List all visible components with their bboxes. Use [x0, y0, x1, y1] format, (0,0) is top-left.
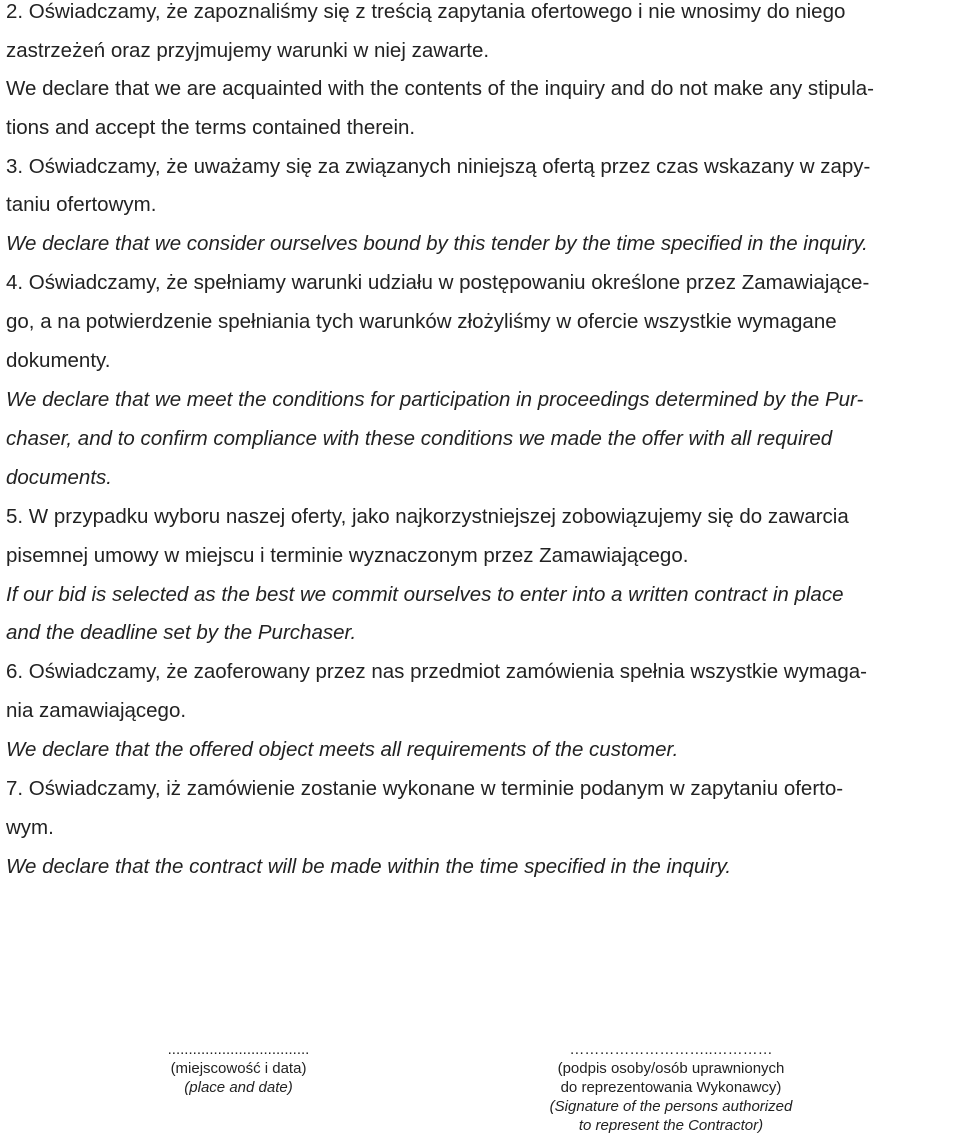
text-line: taniu ofertowym.	[6, 193, 157, 216]
text-line: 7. Oświadczamy, iż zamówienie zostanie wykonane w terminie podanym w zapytaniu oferto-	[6, 777, 844, 800]
text-line-english: We declare that we consider ourselves bound by this tender by the time specified in the inquiry.	[6, 232, 868, 255]
contractor-signature-block	[516, 1040, 826, 1135]
place-date-label-english: (place and date)	[184, 1079, 293, 1096]
place-date-signature-block	[136, 1040, 341, 1097]
contractor-signature-label-english: to represent the Contractor)	[578, 1117, 764, 1134]
text-line: nia zamawiającego.	[6, 699, 187, 722]
text-line: 5. W przypadku wyboru naszej oferty, jako najkorzystniejszej zobowiązujemy się do zawarcia	[6, 505, 849, 528]
text-line: 6. Oświadczamy, że zaoferowany przez nas przedmiot zamówienia spełnia wszystkie wymaga-	[6, 660, 867, 683]
signature-dots: ………………………..…………	[569, 1041, 773, 1058]
text-line-english: We declare that the offered object meets all requirements of the customer.	[6, 738, 679, 761]
text-line-english: We declare that we meet the conditions for participation in proceedings determined by the Pur-	[6, 388, 864, 411]
text-line: pisemnej umowy w miejscu i terminie wyznaczonym przez Zamawiającego.	[6, 544, 689, 567]
text-line-english: and the deadline set by the Purchaser.	[6, 621, 357, 644]
text-line: We declare that we are acquainted with the contents of the inquiry and do not make any stipula-	[6, 77, 874, 100]
contractor-signature-label: (podpis osoby/osób uprawnionych	[557, 1060, 785, 1077]
text-line: zastrzeżeń oraz przyjmujemy warunki w niej zawarte.	[6, 39, 490, 62]
contractor-signature-label-english: (Signature of the persons authorized	[549, 1098, 793, 1115]
contractor-signature-label: do reprezentowania Wykonawcy)	[560, 1079, 782, 1096]
place-date-label: (miejscowość i data)	[170, 1060, 307, 1077]
text-line: 3. Oświadczamy, że uważamy się za związanych niniejszą ofertą przez czas wskazany w zapy-	[6, 155, 871, 178]
text-line: wym.	[6, 816, 54, 839]
text-line-english: chaser, and to confirm compliance with these conditions we made the offer with all required	[6, 427, 833, 450]
text-line: 4. Oświadczamy, że spełniamy warunki udziału w postępowaniu określone przez Zamawiające-	[6, 271, 870, 294]
text-line: tions and accept the terms contained therein.	[6, 116, 416, 139]
text-line-english: documents.	[6, 466, 112, 489]
text-line: 2. Oświadczamy, że zapoznaliśmy się z treścią zapytania ofertowego i nie wnosimy do niego	[6, 0, 846, 23]
text-line: go, a na potwierdzenie spełniania tych warunków złożyliśmy w ofercie wszystkie wymagane	[6, 310, 837, 333]
text-line: dokumenty.	[6, 349, 111, 372]
text-line-english: We declare that the contract will be made within the time specified in the inquiry.	[6, 855, 732, 878]
text-line-english: If our bid is selected as the best we commit ourselves to enter into a written contract in place	[6, 583, 844, 606]
signature-dots: ..................................	[167, 1041, 310, 1058]
